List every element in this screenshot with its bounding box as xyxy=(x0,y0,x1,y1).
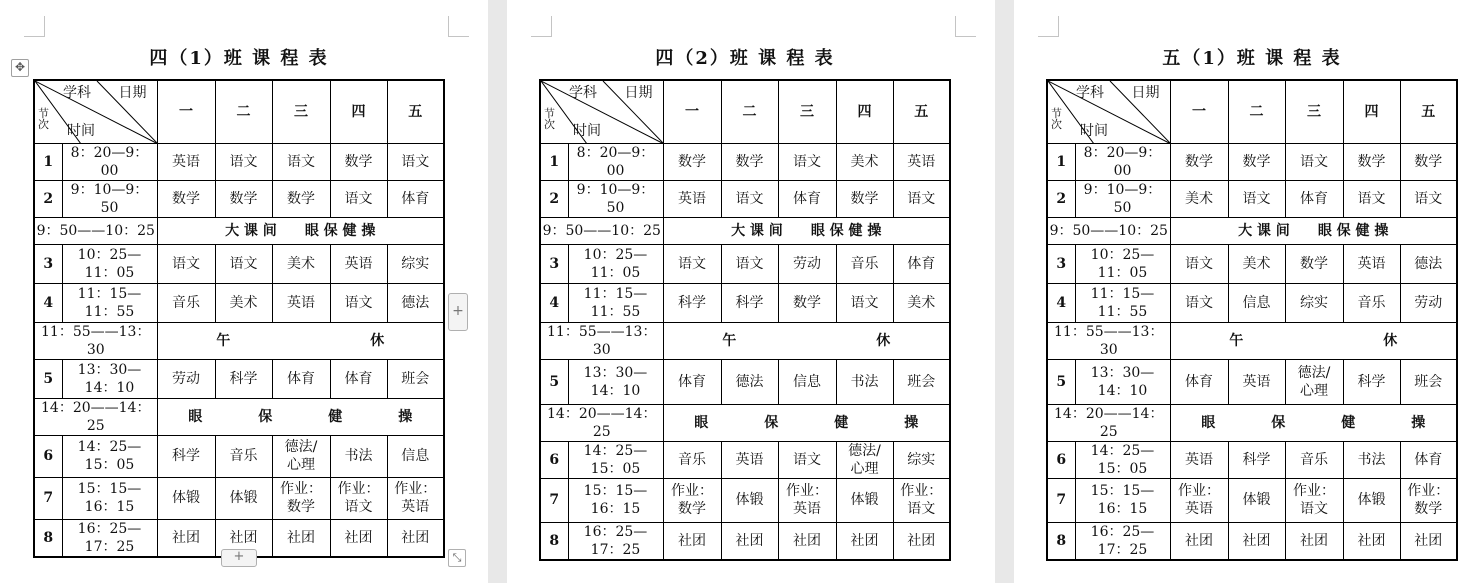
subject-cell[interactable]: 体锻 xyxy=(157,477,215,519)
break-activity-label: 保 xyxy=(258,408,273,425)
subject-cell[interactable]: 英语 xyxy=(330,244,387,283)
subject-cell[interactable]: 体锻 xyxy=(1228,478,1285,522)
class-row xyxy=(1047,143,1457,180)
class-row xyxy=(540,244,950,283)
period-number[interactable]: 8 xyxy=(34,519,62,557)
class-row xyxy=(34,283,444,322)
class-row xyxy=(540,180,950,217)
subject-cell[interactable]: 作业： 语文 xyxy=(330,477,387,519)
period-number[interactable]: 7 xyxy=(34,477,62,519)
break-row xyxy=(1047,217,1457,244)
period-number[interactable]: 1 xyxy=(1047,143,1075,180)
period-time[interactable]: 9：10—9：50 xyxy=(1075,180,1170,217)
date-label: 日期 xyxy=(1131,85,1160,101)
subject-cell[interactable]: 体育 xyxy=(1170,359,1228,404)
period-number[interactable]: 6 xyxy=(540,441,568,478)
break-row xyxy=(34,322,444,359)
period-number[interactable]: 4 xyxy=(540,283,568,322)
period-time[interactable]: 10：25—11：05 xyxy=(1075,244,1170,283)
subject-cell[interactable]: 体育 xyxy=(893,244,950,283)
period-time[interactable]: 13：30—14：10 xyxy=(62,359,157,398)
subject-cell[interactable]: 语文 xyxy=(1343,180,1400,217)
schedule-title: 五（1）班 课 程 表 xyxy=(1162,48,1342,69)
break-activity[interactable] xyxy=(157,322,444,359)
subject-cell[interactable]: 体育 xyxy=(387,180,444,217)
subject-cell[interactable]: 语文 xyxy=(721,244,778,283)
break-activity-label: 大 课 间 xyxy=(731,222,783,239)
subject-cell[interactable]: 音乐 xyxy=(1285,441,1343,478)
subject-cell[interactable]: 体锻 xyxy=(836,478,893,522)
subject-cell[interactable]: 语文 xyxy=(215,143,272,180)
schedule-table[interactable] xyxy=(33,79,445,558)
day-header[interactable]: 五 xyxy=(387,80,444,143)
subject-cell[interactable]: 社团 xyxy=(1170,522,1228,560)
date-label: 日期 xyxy=(624,85,653,101)
subject-cell[interactable]: 作业： 英语 xyxy=(1170,478,1228,522)
subject-cell[interactable]: 体锻 xyxy=(721,478,778,522)
subject-cell[interactable]: 语文 xyxy=(157,244,215,283)
subject-cell[interactable]: 体育 xyxy=(1285,180,1343,217)
period-number[interactable]: 8 xyxy=(1047,522,1075,560)
class-row xyxy=(540,478,950,522)
period-time[interactable]: 8：20—9：00 xyxy=(1075,143,1170,180)
subject-cell[interactable]: 语文 xyxy=(1170,244,1228,283)
subject-cell[interactable]: 美术 xyxy=(1228,244,1285,283)
break-time[interactable]: 11：55——13：30 xyxy=(1047,322,1170,359)
subject-cell[interactable]: 社团 xyxy=(778,522,836,560)
period-time[interactable]: 13：30—14：10 xyxy=(568,359,663,404)
break-row xyxy=(540,217,950,244)
break-activity-label: 午 xyxy=(216,332,231,349)
subject-cell[interactable]: 英语 xyxy=(1343,244,1400,283)
break-time[interactable]: 9：50——10：25 xyxy=(540,217,663,244)
subject-cell[interactable]: 数学 xyxy=(1285,244,1343,283)
period-time[interactable]: 11：15—11：55 xyxy=(568,283,663,322)
break-activity[interactable] xyxy=(1170,217,1457,244)
subject-cell[interactable]: 社团 xyxy=(1228,522,1285,560)
subject-cell[interactable]: 社团 xyxy=(893,522,950,560)
break-activity-label: 操 xyxy=(1411,414,1426,431)
subject-cell[interactable]: 班会 xyxy=(893,359,950,404)
subject-cell[interactable]: 数学 xyxy=(1170,143,1228,180)
period-time[interactable]: 11：15—11：55 xyxy=(1075,283,1170,322)
class-row xyxy=(1047,441,1457,478)
break-activity-label: 保 xyxy=(764,414,779,431)
header-row xyxy=(540,80,950,143)
period-number[interactable]: 4 xyxy=(1047,283,1075,322)
period-number[interactable]: 5 xyxy=(1047,359,1075,404)
schedule-table[interactable] xyxy=(1046,79,1458,561)
subject-cell[interactable]: 作业： 数学 xyxy=(272,477,330,519)
subject-cell[interactable]: 语文 xyxy=(778,441,836,478)
subject-cell[interactable]: 英语 xyxy=(1170,441,1228,478)
break-activity-label: 休 xyxy=(370,332,385,349)
subject-cell[interactable]: 德法/ 心理 xyxy=(1285,359,1343,404)
class-row xyxy=(1047,283,1457,322)
break-activity-label: 健 xyxy=(328,408,343,425)
document-page-2 xyxy=(507,0,995,583)
subject-cell[interactable]: 数学 xyxy=(157,180,215,217)
subject-cell[interactable]: 英语 xyxy=(157,143,215,180)
class-row xyxy=(34,359,444,398)
subject-cell[interactable]: 班会 xyxy=(387,359,444,398)
day-header[interactable]: 一 xyxy=(1170,80,1228,143)
schedule-table[interactable] xyxy=(539,79,951,561)
page-corner-mark xyxy=(531,16,552,37)
subject-cell[interactable]: 社团 xyxy=(387,519,444,557)
subject-label: 学科 xyxy=(63,85,91,101)
subject-cell[interactable]: 语文 xyxy=(663,244,721,283)
subject-cell[interactable]: 英语 xyxy=(663,180,721,217)
subject-cell[interactable]: 体育 xyxy=(1400,441,1457,478)
day-header[interactable]: 二 xyxy=(215,80,272,143)
break-row xyxy=(540,404,950,441)
subject-cell[interactable]: 作业： 语文 xyxy=(1285,478,1343,522)
period-number[interactable]: 1 xyxy=(540,143,568,180)
document-page-1 xyxy=(0,0,488,583)
period-number[interactable]: 2 xyxy=(1047,180,1075,217)
break-activity-label: 午 xyxy=(1229,332,1244,349)
subject-cell[interactable]: 英语 xyxy=(893,143,950,180)
break-time[interactable]: 14：20——14：25 xyxy=(1047,404,1170,441)
period-number[interactable]: 7 xyxy=(540,478,568,522)
break-time[interactable]: 11：55——13：30 xyxy=(540,322,663,359)
break-time[interactable]: 11：55——13：30 xyxy=(34,322,157,359)
subject-cell[interactable]: 科学 xyxy=(1228,441,1285,478)
subject-cell[interactable]: 美术 xyxy=(1170,180,1228,217)
break-activity-label: 健 xyxy=(1341,414,1356,431)
subject-cell[interactable]: 德法 xyxy=(721,359,778,404)
subject-cell[interactable]: 科学 xyxy=(215,359,272,398)
subject-cell[interactable]: 数学 xyxy=(721,143,778,180)
period-number[interactable]: 5 xyxy=(34,359,62,398)
subject-cell[interactable]: 英语 xyxy=(1228,359,1285,404)
break-activity[interactable] xyxy=(1170,404,1457,441)
subject-cell[interactable]: 体育 xyxy=(663,359,721,404)
document-page-3 xyxy=(1014,0,1481,583)
subject-cell[interactable]: 德法/ 心理 xyxy=(272,435,330,477)
day-header[interactable]: 二 xyxy=(1228,80,1285,143)
period-time[interactable]: 10：25—11：05 xyxy=(568,244,663,283)
subject-cell[interactable]: 社团 xyxy=(1343,522,1400,560)
period-number[interactable]: 7 xyxy=(1047,478,1075,522)
period-number[interactable]: 3 xyxy=(540,244,568,283)
subject-cell[interactable]: 综实 xyxy=(1285,283,1343,322)
subject-cell[interactable]: 综实 xyxy=(893,441,950,478)
subject-cell[interactable]: 信息 xyxy=(387,435,444,477)
subject-cell[interactable]: 社团 xyxy=(272,519,330,557)
break-activity-label: 眼 xyxy=(694,414,709,431)
subject-cell[interactable]: 体锻 xyxy=(1343,478,1400,522)
subject-cell[interactable]: 语文 xyxy=(215,244,272,283)
subject-cell[interactable]: 书法 xyxy=(330,435,387,477)
day-header[interactable]: 三 xyxy=(272,80,330,143)
period-time[interactable]: 10：25—11：05 xyxy=(62,244,157,283)
subject-cell[interactable]: 英语 xyxy=(721,441,778,478)
subject-cell[interactable]: 数学 xyxy=(778,283,836,322)
break-time[interactable]: 14：20——14：25 xyxy=(540,404,663,441)
subject-cell[interactable]: 体育 xyxy=(330,359,387,398)
class-row xyxy=(1047,180,1457,217)
subject-cell[interactable]: 数学 xyxy=(1228,143,1285,180)
day-header[interactable]: 五 xyxy=(1400,80,1457,143)
period-number[interactable]: 3 xyxy=(1047,244,1075,283)
subject-cell[interactable]: 语文 xyxy=(330,180,387,217)
period-number[interactable]: 4 xyxy=(34,283,62,322)
break-row xyxy=(34,398,444,435)
subject-cell[interactable]: 作业： 语文 xyxy=(893,478,950,522)
period-time[interactable]: 16：25—17：25 xyxy=(62,519,157,557)
subject-cell[interactable]: 数学 xyxy=(215,180,272,217)
subject-cell[interactable]: 社团 xyxy=(836,522,893,560)
subject-cell[interactable]: 德法 xyxy=(1400,244,1457,283)
subject-cell[interactable]: 德法/ 心理 xyxy=(836,441,893,478)
subject-cell[interactable]: 音乐 xyxy=(215,435,272,477)
day-header[interactable]: 三 xyxy=(778,80,836,143)
subject-cell[interactable]: 英语 xyxy=(272,283,330,322)
subject-cell[interactable]: 德法 xyxy=(387,283,444,322)
subject-cell[interactable]: 美术 xyxy=(893,283,950,322)
day-header[interactable]: 二 xyxy=(721,80,778,143)
subject-cell[interactable]: 音乐 xyxy=(663,441,721,478)
break-row xyxy=(1047,404,1457,441)
period-time[interactable]: 16：25—17：25 xyxy=(568,522,663,560)
period-time[interactable]: 9：10—9：50 xyxy=(568,180,663,217)
date-label: 日期 xyxy=(118,85,147,101)
subject-cell[interactable]: 科学 xyxy=(1343,359,1400,404)
table-move-icon[interactable]: ✥ xyxy=(11,59,29,77)
subject-cell[interactable]: 作业： 数学 xyxy=(663,478,721,522)
subject-cell[interactable]: 作业： 数学 xyxy=(1400,478,1457,522)
subject-cell[interactable]: 信息 xyxy=(1228,283,1285,322)
class-row xyxy=(540,143,950,180)
subject-cell[interactable]: 社团 xyxy=(1285,522,1343,560)
subject-cell[interactable]: 社团 xyxy=(1400,522,1457,560)
day-header[interactable]: 四 xyxy=(836,80,893,143)
subject-cell[interactable]: 劳动 xyxy=(1400,283,1457,322)
break-activity-label: 保 xyxy=(1271,414,1286,431)
break-activity[interactable] xyxy=(1170,322,1457,359)
subject-cell[interactable]: 数学 xyxy=(330,143,387,180)
time-label: 时间 xyxy=(573,122,601,139)
class-row xyxy=(540,283,950,322)
subject-cell[interactable]: 社团 xyxy=(330,519,387,557)
break-activity-label: 眼 保 健 操 xyxy=(1317,222,1389,239)
break-activity-label: 眼 xyxy=(1201,414,1216,431)
subject-cell[interactable]: 劳动 xyxy=(157,359,215,398)
period-number[interactable]: 2 xyxy=(540,180,568,217)
subject-cell[interactable]: 数学 xyxy=(1343,143,1400,180)
subject-cell[interactable]: 作业： 英语 xyxy=(778,478,836,522)
diagonal-header-cell[interactable] xyxy=(34,80,157,143)
subject-cell[interactable]: 语文 xyxy=(387,143,444,180)
subject-cell[interactable]: 社团 xyxy=(215,519,272,557)
break-activity[interactable] xyxy=(157,217,444,244)
period-time[interactable]: 14：25—15：05 xyxy=(1075,441,1170,478)
period-label: 节次 xyxy=(544,107,555,131)
period-number[interactable]: 8 xyxy=(540,522,568,560)
subject-cell[interactable]: 语文 xyxy=(721,180,778,217)
break-activity-label: 午 xyxy=(722,332,737,349)
class-row xyxy=(1047,522,1457,560)
class-row xyxy=(34,244,444,283)
subject-cell[interactable]: 数学 xyxy=(663,143,721,180)
time-label: 时间 xyxy=(1080,122,1108,139)
class-row xyxy=(34,477,444,519)
period-number[interactable]: 6 xyxy=(34,435,62,477)
time-label: 时间 xyxy=(67,122,95,139)
subject-cell[interactable]: 班会 xyxy=(1400,359,1457,404)
break-activity-label: 眼 保 健 操 xyxy=(304,222,376,239)
subject-cell[interactable]: 社团 xyxy=(157,519,215,557)
period-number[interactable]: 2 xyxy=(34,180,62,217)
break-activity[interactable] xyxy=(663,217,950,244)
break-activity-label: 健 xyxy=(834,414,849,431)
subject-cell[interactable]: 科学 xyxy=(157,435,215,477)
subject-cell[interactable]: 科学 xyxy=(663,283,721,322)
period-time[interactable]: 8：20—9：00 xyxy=(62,143,157,180)
period-number[interactable]: 6 xyxy=(1047,441,1075,478)
add-column-button[interactable]: + xyxy=(448,293,468,331)
class-row xyxy=(34,180,444,217)
period-time[interactable]: 8：20—9：00 xyxy=(568,143,663,180)
subject-cell[interactable]: 体育 xyxy=(272,359,330,398)
subject-cell[interactable]: 劳动 xyxy=(778,244,836,283)
subject-cell[interactable]: 社团 xyxy=(721,522,778,560)
class-row xyxy=(540,522,950,560)
subject-label: 学科 xyxy=(1076,85,1104,101)
subject-cell[interactable]: 语文 xyxy=(1170,283,1228,322)
class-row xyxy=(1047,359,1457,404)
diagonal-header-cell[interactable] xyxy=(540,80,663,143)
subject-cell[interactable]: 美术 xyxy=(272,244,330,283)
class-row xyxy=(540,441,950,478)
page-corner-mark xyxy=(24,16,45,37)
subject-cell[interactable]: 音乐 xyxy=(1343,283,1400,322)
day-header[interactable]: 一 xyxy=(157,80,215,143)
subject-cell[interactable]: 语文 xyxy=(1285,143,1343,180)
period-number[interactable]: 5 xyxy=(540,359,568,404)
break-activity-label: 大 课 间 xyxy=(225,222,277,239)
subject-cell[interactable]: 书法 xyxy=(836,359,893,404)
period-label: 节次 xyxy=(1051,107,1062,131)
break-activity[interactable] xyxy=(663,404,950,441)
subject-cell[interactable]: 数学 xyxy=(1400,143,1457,180)
break-activity-label: 眼 保 健 操 xyxy=(810,222,882,239)
break-row xyxy=(1047,322,1457,359)
schedule-title: 四（2）班 课 程 表 xyxy=(655,48,835,69)
header-row xyxy=(1047,80,1457,143)
page-corner-mark xyxy=(955,16,976,37)
break-activity-label: 休 xyxy=(876,332,891,349)
day-header[interactable]: 四 xyxy=(330,80,387,143)
subject-cell[interactable]: 美术 xyxy=(215,283,272,322)
period-time[interactable]: 13：30—14：10 xyxy=(1075,359,1170,404)
subject-cell[interactable]: 社团 xyxy=(663,522,721,560)
break-time[interactable]: 9：50——10：25 xyxy=(34,217,157,244)
period-time[interactable]: 14：25—15：05 xyxy=(62,435,157,477)
period-time[interactable]: 16：25—17：25 xyxy=(1075,522,1170,560)
table-resize-icon[interactable]: ⤡ xyxy=(448,549,466,567)
break-activity-label: 操 xyxy=(398,408,413,425)
subject-cell[interactable]: 书法 xyxy=(1343,441,1400,478)
subject-cell[interactable]: 数学 xyxy=(836,180,893,217)
period-time[interactable]: 15：15—16：15 xyxy=(62,477,157,519)
break-activity-label: 大 课 间 xyxy=(1238,222,1290,239)
subject-cell[interactable]: 语文 xyxy=(272,143,330,180)
break-activity[interactable] xyxy=(663,322,950,359)
break-activity-label: 操 xyxy=(904,414,919,431)
break-time[interactable]: 14：20——14：25 xyxy=(34,398,157,435)
class-row xyxy=(540,359,950,404)
day-header[interactable]: 一 xyxy=(663,80,721,143)
subject-cell[interactable]: 信息 xyxy=(778,359,836,404)
class-row xyxy=(34,435,444,477)
break-time[interactable]: 9：50——10：25 xyxy=(1047,217,1170,244)
subject-cell[interactable]: 语文 xyxy=(893,180,950,217)
class-row xyxy=(1047,478,1457,522)
break-row xyxy=(540,322,950,359)
add-row-button[interactable]: + xyxy=(221,549,257,567)
period-time[interactable]: 11：15—11：55 xyxy=(62,283,157,322)
subject-cell[interactable]: 语文 xyxy=(330,283,387,322)
subject-cell[interactable]: 综实 xyxy=(387,244,444,283)
schedule-title: 四（1）班 课 程 表 xyxy=(149,48,329,69)
period-number[interactable]: 3 xyxy=(34,244,62,283)
subject-cell[interactable]: 美术 xyxy=(836,143,893,180)
break-activity-label: 休 xyxy=(1383,332,1398,349)
subject-cell[interactable]: 语文 xyxy=(1228,180,1285,217)
break-activity-label: 眼 xyxy=(188,408,203,425)
period-label: 节次 xyxy=(38,107,49,131)
day-header[interactable]: 四 xyxy=(1343,80,1400,143)
period-time[interactable]: 14：25—15：05 xyxy=(568,441,663,478)
subject-cell[interactable]: 数学 xyxy=(272,180,330,217)
period-time[interactable]: 15：15—16：15 xyxy=(1075,478,1170,522)
period-time[interactable]: 9：10—9：50 xyxy=(62,180,157,217)
class-row xyxy=(34,143,444,180)
subject-cell[interactable]: 科学 xyxy=(721,283,778,322)
subject-label: 学科 xyxy=(569,85,597,101)
subject-cell[interactable]: 语文 xyxy=(1400,180,1457,217)
subject-cell[interactable]: 音乐 xyxy=(157,283,215,322)
header-row xyxy=(34,80,444,143)
diagonal-header-cell[interactable] xyxy=(1047,80,1170,143)
subject-cell[interactable]: 作业： 英语 xyxy=(387,477,444,519)
period-number[interactable]: 1 xyxy=(34,143,62,180)
subject-cell[interactable]: 语文 xyxy=(778,143,836,180)
subject-cell[interactable]: 体育 xyxy=(778,180,836,217)
subject-cell[interactable]: 体锻 xyxy=(215,477,272,519)
subject-cell[interactable]: 音乐 xyxy=(836,244,893,283)
period-time[interactable]: 15：15—16：15 xyxy=(568,478,663,522)
break-row xyxy=(34,217,444,244)
page-corner-mark xyxy=(448,16,469,37)
subject-cell[interactable]: 语文 xyxy=(836,283,893,322)
day-header[interactable]: 三 xyxy=(1285,80,1343,143)
break-activity[interactable] xyxy=(157,398,444,435)
class-row xyxy=(1047,244,1457,283)
page-corner-mark xyxy=(1038,16,1059,37)
day-header[interactable]: 五 xyxy=(893,80,950,143)
